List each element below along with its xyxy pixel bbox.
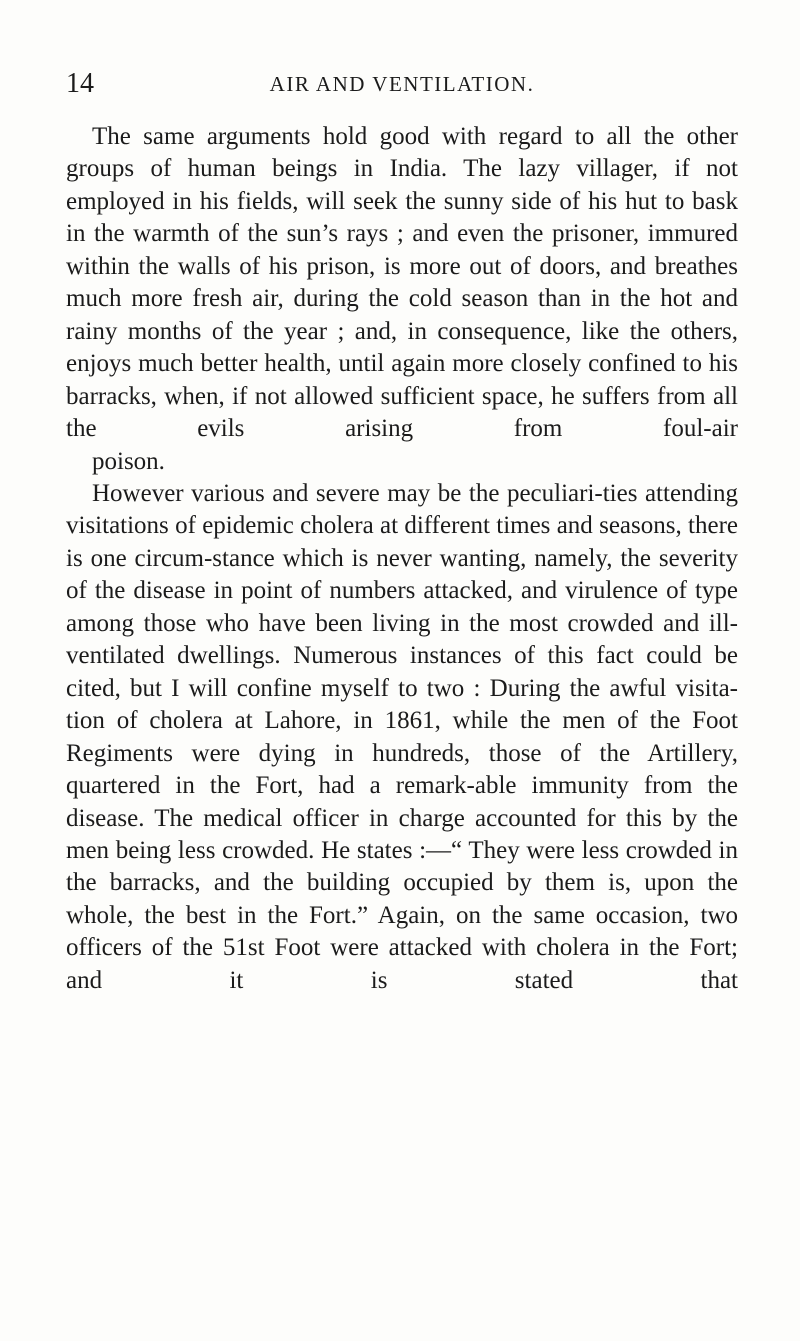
paragraph-2-text: However various and severe may be the peculiari-ties attending visitations of epidemic cholera at different times and seasons, there is one circum-stance which is never wanting, namely, the severity of the disease in point of numbers attacked, and virulence of type among those who have been living in the most crowded and ill-ventilated dwellings. Numerous instances of this fact could be cited, but I will confine myself to two : During the awful visita-tion of cholera at Lahore, in 1861, while the men of the Foot Regiments were dying in hundreds, those of the Artillery, quartered in the Fort, had a remark-able immunity from the disease. The medical officer in charge accounted for this by the men being less crowded. He states :—“ They were less crowded in the barracks, and the building occupied by them is, upon the whole, the best in the Fort.” Again, on the same occasion, two officers of the 51st Foot were attacked with cholera in the Fort; and it is stated that — [66, 479, 738, 994]
body-text — [66, 121, 738, 997]
page-number: 14 — [66, 68, 94, 99]
running-head — [66, 66, 738, 102]
paragraph-1 — [66, 121, 738, 478]
paragraph-1-text: The same arguments hold good with regard to all the other groups of human beings in India. The lazy villager, if not employed in his fields, will seek the sunny side of his hut to bask in the warmth of the sun’s rays ; and even the prisoner, immured within the walls of his prison, is more out of doors, and breathes much more fresh air, during the cold season than in the hot and rainy months of the year ; and, in consequence, like the others, enjoys much better health, until again more closely confined to his barracks, when, if not allowed sufficient space, he suffers from all the evils arising from foul-air — [66, 123, 738, 443]
paragraph-2 — [66, 478, 738, 997]
running-title: AIR AND VENTILATION. — [269, 72, 535, 96]
paragraph-1-last-line: poison. — [92, 447, 165, 475]
